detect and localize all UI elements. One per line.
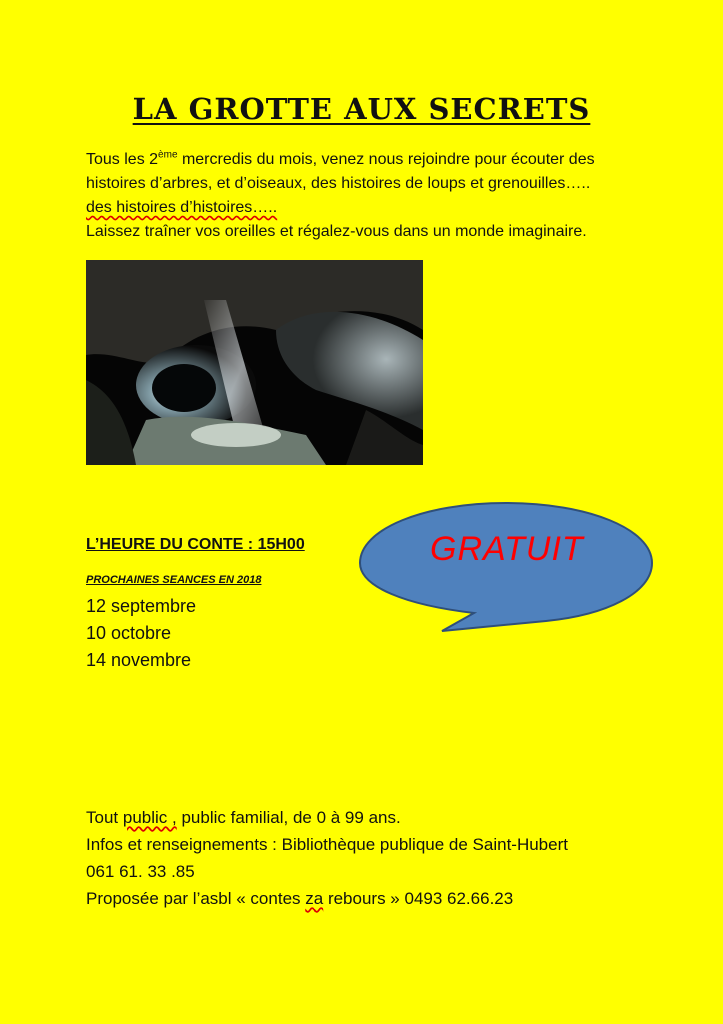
seances-label: PROCHAINES SEANCES EN 2018 [86,574,262,586]
intro-text [86,148,686,244]
intro-line-2: histoires d’arbres, et d’oiseaux, des histoires de loups et grenouilles….. [86,175,591,192]
date-item: 14 novembre [86,650,192,670]
date-item: 10 octobre [86,623,172,643]
page-title: LA GROTTE AUX SECRETS [132,92,591,126]
footer-info [86,804,706,912]
cave-photo [86,260,423,465]
date-item: 12 septembre [86,596,197,616]
intro-line-3: des histoires d’histoires….. [86,199,278,216]
footer-audience: Tout public , public familial, de 0 à 99 ans. [86,808,401,827]
footer-infos: Infos et renseignements : Bibliothèque publique de Saint-Hubert [86,835,568,854]
gratuit-label: GRATUIT [430,530,584,568]
dates-list [86,593,196,674]
footer-phone: 061 61. 33 .85 [86,862,195,881]
heure-du-conte: L’HEURE DU CONTE : 15H00 [86,536,305,553]
intro-line-1: Tous les 2ème mercredis du mois, venez nous rejoindre pour écouter des [86,149,595,168]
footer-organizer: Proposée par l’asbl « contes za rebours » 0493 62.66.23 [86,889,514,908]
intro-line-4: Laissez traîner vos oreilles et régalez-vous dans un monde imaginaire. [86,223,587,240]
